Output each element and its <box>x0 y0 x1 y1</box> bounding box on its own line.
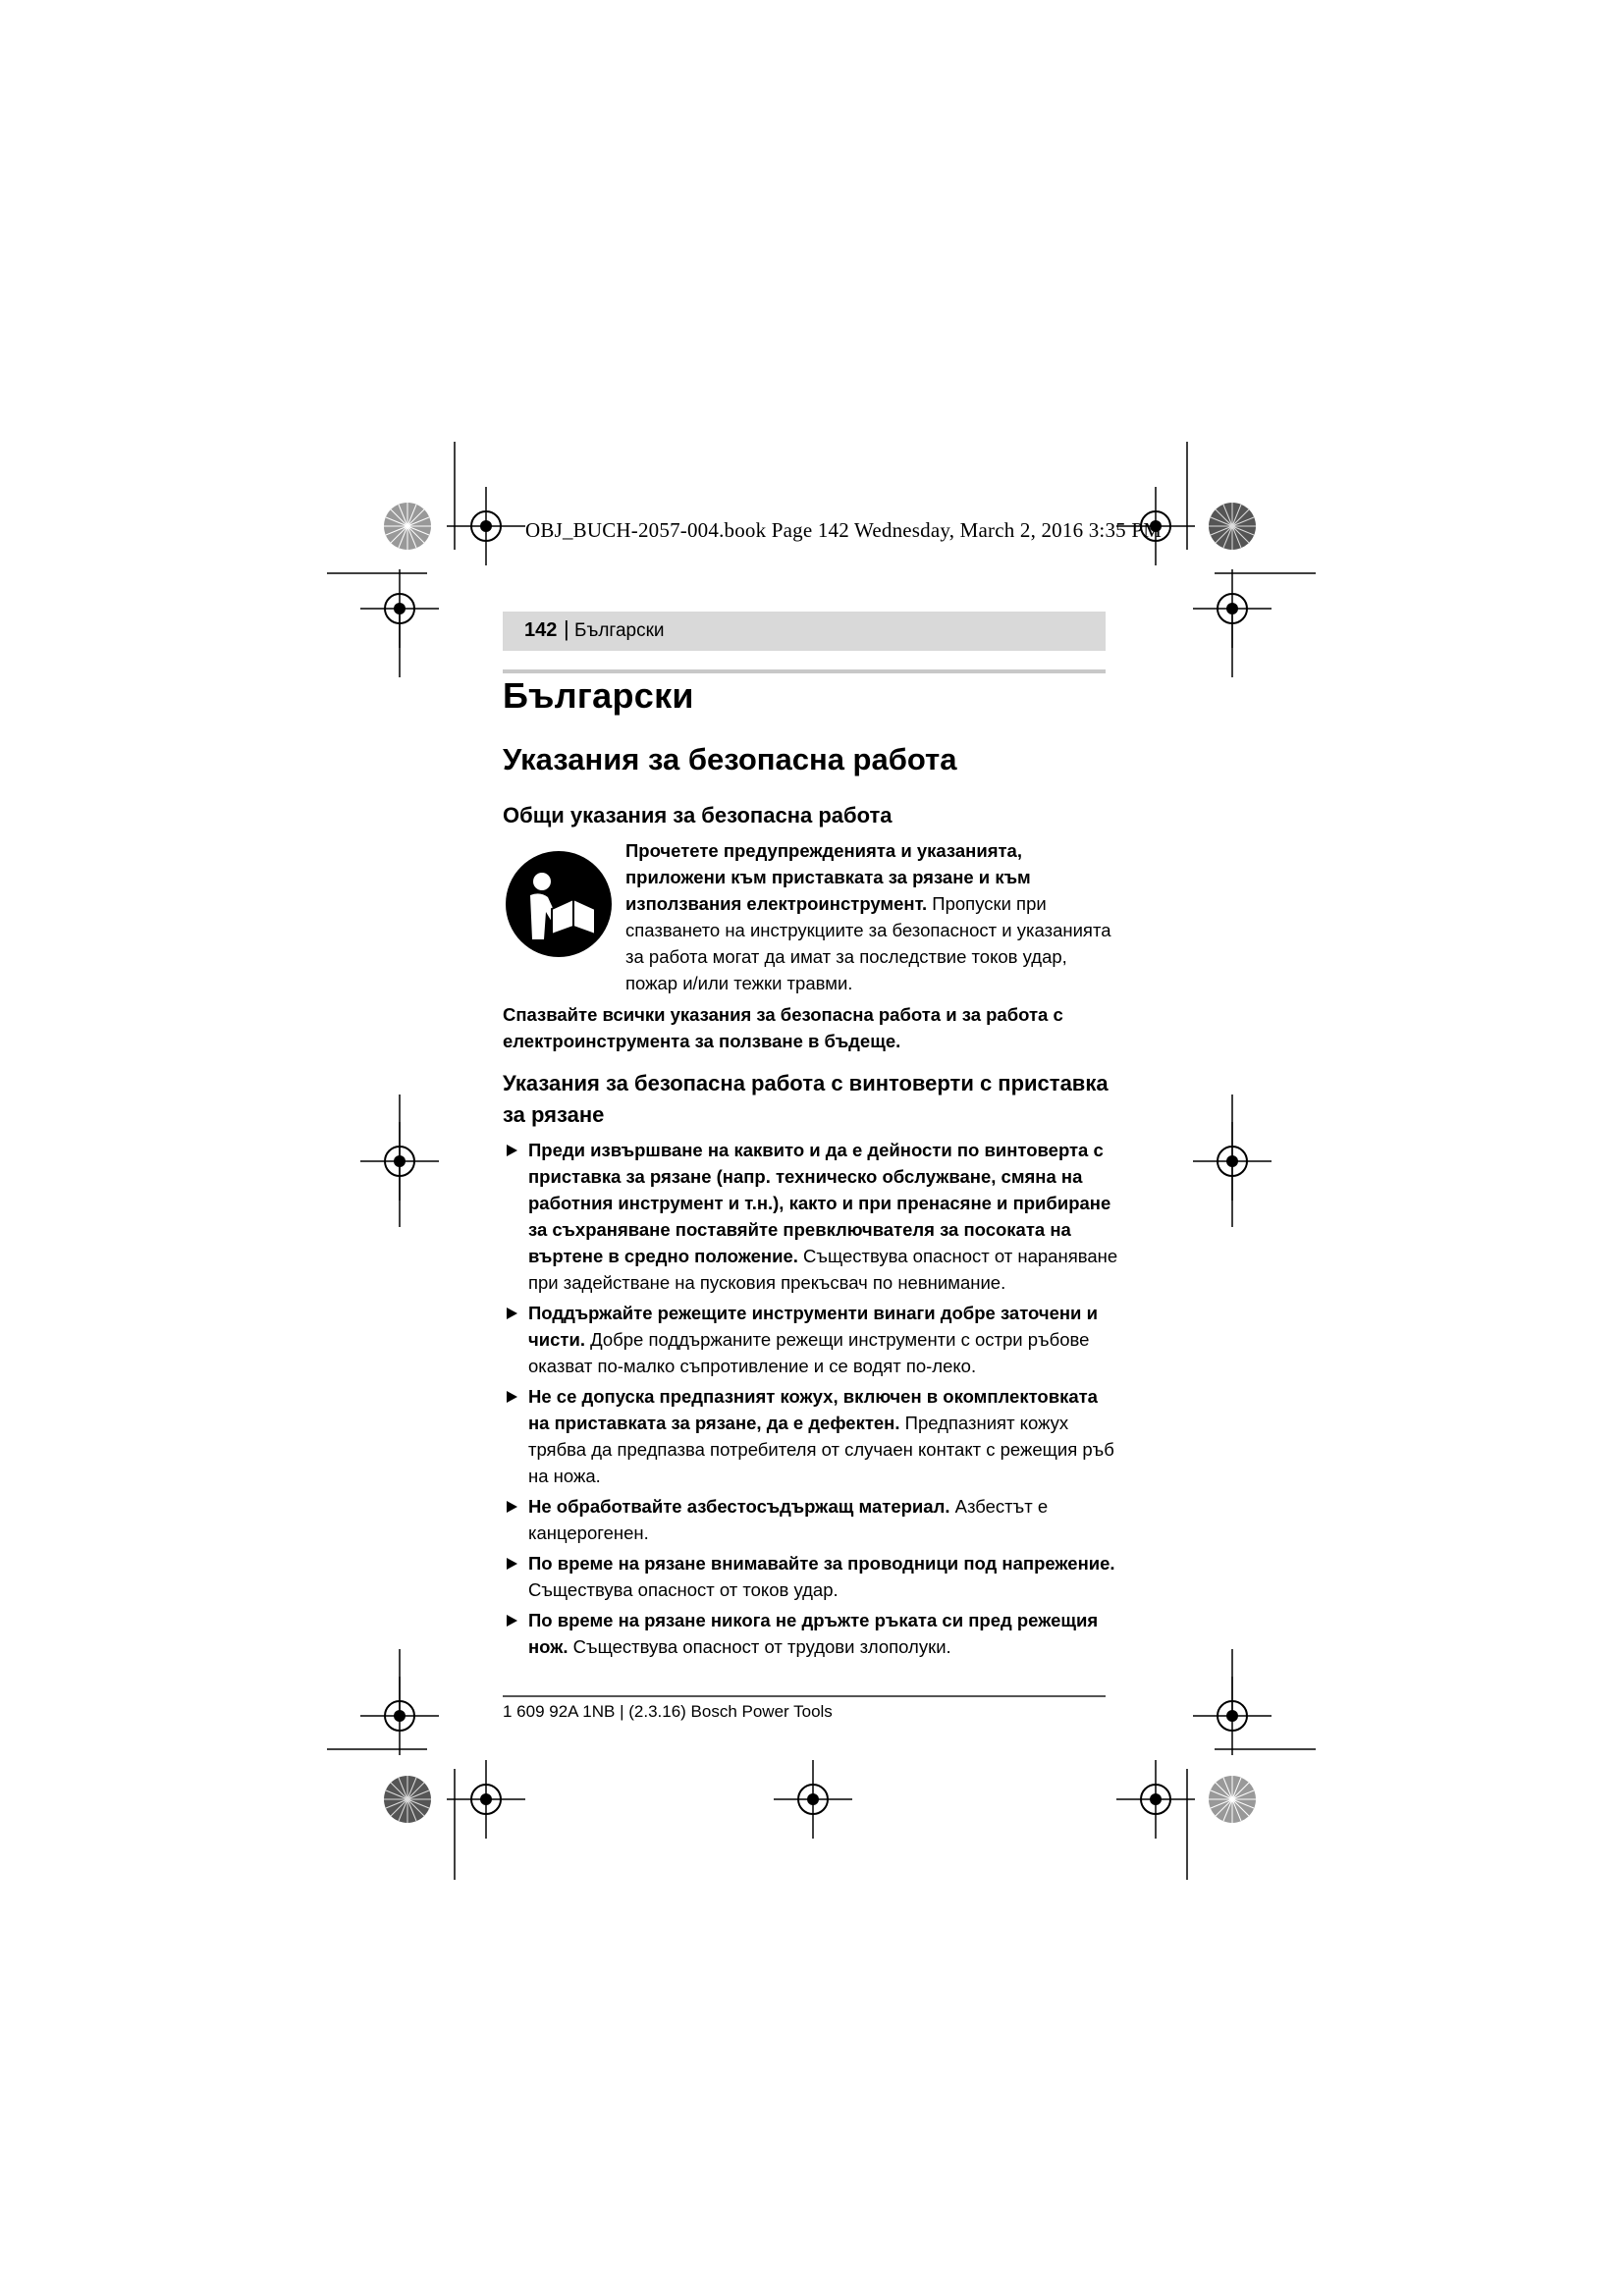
item-bold: Не се допуска предпазният кожух, включен в окомплектовката на приставката за рязане, да е дефектен. <box>528 1386 1098 1433</box>
bullet-triangle-icon <box>507 1501 517 1513</box>
header-rule <box>503 669 1106 673</box>
item-bold: Не обработвайте азбестосъдържащ материал. <box>528 1496 950 1517</box>
page-title: Български <box>503 675 694 716</box>
item-text: Добре поддържаните режещи инструменти с остри ръбове оказват по-малко съпротивление и се водят по-леко. <box>528 1329 1090 1376</box>
item-bold: По време на рязане никога не дръжте ръката си пред режещия нож. <box>528 1610 1099 1657</box>
item-text: Съществува опасност от трудови злополуки. <box>568 1636 951 1657</box>
item-bold: По време на рязане внимавайте за проводници под напрежение. <box>528 1553 1115 1574</box>
list-item <box>503 1607 1123 1660</box>
item-bold: Преди извършване на каквито и да е дейности по винтоверта с приставка за рязане (напр. техническо обслужване, смяна на работния инструмент и т.н.), както и при пренасяне и прибиране за съхраняване поставяйте превключвателя за посоката на въртене в средно положение. <box>528 1140 1111 1266</box>
bullet-triangle-icon <box>507 1558 517 1570</box>
bullet-triangle-icon <box>507 1308 517 1319</box>
bullet-triangle-icon <box>507 1615 517 1627</box>
intro-text: Пропуски при спазването на инструкциите за безопасност и указанията за работа могат да имат за последствие токов удар, пожар и/или тежки травми. <box>625 893 1111 993</box>
bullet-triangle-icon <box>507 1391 517 1403</box>
bullet-triangle-icon <box>507 1145 517 1156</box>
section-title: Указания за безопасна работа <box>503 742 957 776</box>
keep-instructions-note: Спазвайте всички указания за безопасна работа и за работа с електроинструмента за ползване в бъдеще. <box>503 1004 1063 1051</box>
list-item <box>503 1383 1123 1489</box>
print-slug: OBJ_BUCH-2057-004.book Page 142 Wednesday, March 2, 2016 3:35 PM <box>525 518 1163 542</box>
page-header <box>503 612 1106 651</box>
item-text: Съществува опасност от нараняване при задействане на пусковия прекъсвач по невнимание. <box>528 1246 1118 1293</box>
header-separator: | <box>564 616 569 641</box>
intro-paragraph <box>625 837 1116 996</box>
page-number: 142 <box>524 619 558 641</box>
header-language: Български <box>574 620 665 641</box>
list-item <box>503 1550 1123 1603</box>
read-manual-icon <box>505 850 613 958</box>
item-text: Предпазният кожух трябва да предпазва потребителя от случаен контакт с режещия ръб на ножа. <box>528 1413 1114 1486</box>
item-text: Съществува опасност от токов удар. <box>528 1579 839 1600</box>
footer-rule <box>503 1695 1106 1697</box>
item-text: Азбестът е канцерогенен. <box>528 1496 1049 1543</box>
item-bold: Поддържайте режещите инструменти винаги добре заточени и чисти. <box>528 1303 1098 1350</box>
list-item <box>503 1137 1123 1296</box>
list-item <box>503 1300 1123 1379</box>
general-safety-heading: Общи указания за безопасна работа <box>503 803 893 828</box>
page-footer: 1 609 92A 1NB | (2.3.16) Bosch Power Tools <box>503 1702 833 1721</box>
specific-safety-heading: Указания за безопасна работа с винтоверти с приставка за рязане <box>503 1071 1109 1127</box>
intro-bold: Прочетете предупрежденията и указанията, приложени към приставката за рязане и към използвания електроинструмент. <box>625 840 1031 914</box>
list-item <box>503 1493 1123 1546</box>
safety-list <box>503 1137 1123 1664</box>
